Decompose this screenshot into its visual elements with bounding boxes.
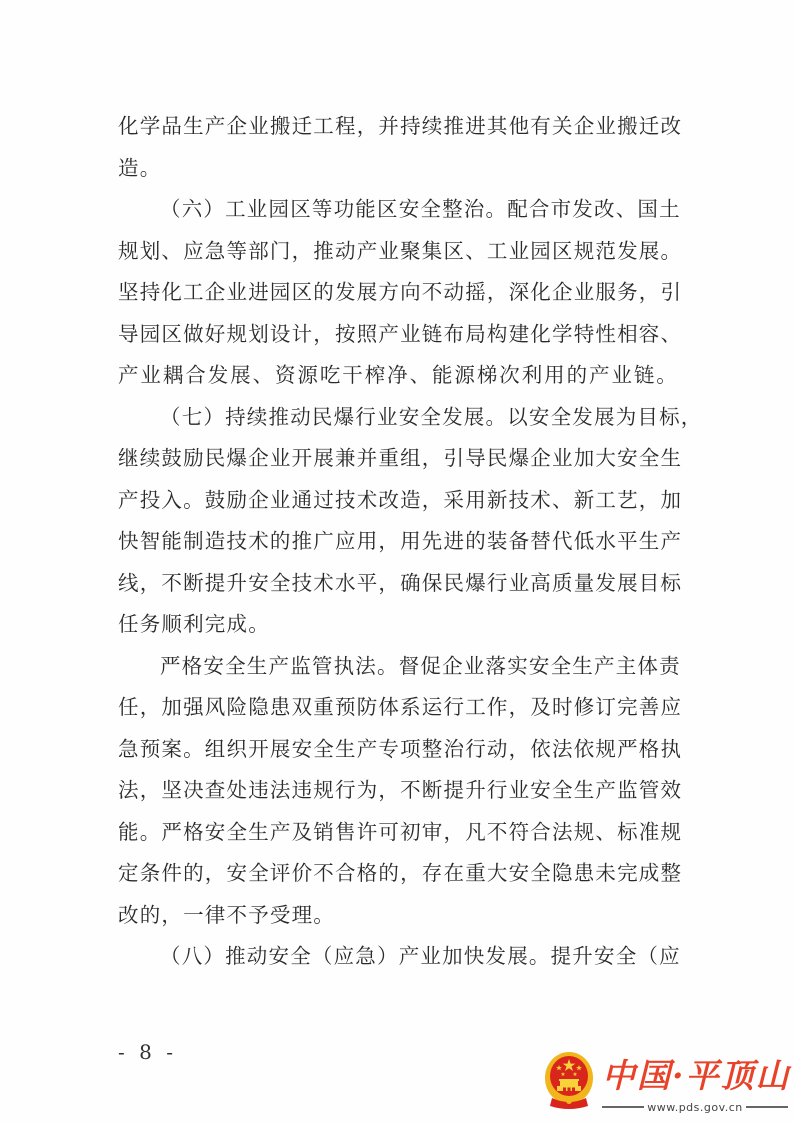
paragraph-line: 快智能制造技术的推广应用，用先进的装备替代低水平生产	[118, 529, 683, 553]
paragraph-line: 导园区做好规划设计，按照产业链布局构建化学特性相容、	[118, 321, 683, 346]
paragraph-line: 坚持化工企业进园区的发展方向不动摇，深化企业服务，引	[118, 280, 683, 304]
watermark-title: 中国·平顶山	[602, 1056, 791, 1095]
paragraph-line: 任，加强风险隐患双重预防体系运行工作，及时修订完善应	[118, 695, 683, 719]
watermark-url: www.pds.gov.cn	[647, 1100, 743, 1114]
paragraph-line: 造。	[118, 155, 162, 180]
divider	[602, 1106, 644, 1108]
paragraph-line: 法，坚决查处违法违规行为，不断提升行业安全生产监管效	[118, 778, 683, 802]
section-heading-line: （八）推动安全（应急）产业加快发展。提升安全（应	[160, 944, 681, 968]
paragraph-line: 继续鼓励民爆企业开展兼并重组，引导民爆企业加大安全生	[118, 446, 683, 470]
section-heading-line: （七）持续推动民爆行业安全发展。以安全发展为目标，	[160, 404, 703, 429]
paragraph-line: 规划、应急等部门，推动产业聚集区、工业园区规范发展。	[118, 238, 683, 263]
paragraph-line: 定条件的，安全评价不合格的，存在重大安全隐患未完成整	[118, 861, 683, 885]
paragraph-line: 任务顺利完成。	[118, 612, 270, 636]
document-body	[118, 106, 703, 978]
paragraph-line: 严格安全生产监管执法。督促企业落实安全生产主体责	[160, 653, 681, 678]
divider	[746, 1106, 788, 1108]
paragraph-line: 产投入。鼓励企业通过技术改造，采用新技术、新工艺，加	[118, 487, 683, 512]
paragraph-line: 能。严格安全生产及销售许可初审，凡不符合法规、标准规	[118, 819, 683, 844]
watermark-url-row	[602, 1100, 788, 1114]
paragraph-line: 线，不断提升安全技术水平，确保民爆行业高质量发展目标	[118, 570, 683, 595]
paragraph-line: 急预案。组织开展安全生产专项整治行动，依法依规严格执	[118, 736, 683, 761]
paragraph-line: 产业耦合发展、资源吃干榨净、能源梯次利用的产业链。	[118, 363, 678, 387]
page-number: - 8 -	[118, 1040, 177, 1064]
watermark-logo	[542, 1046, 792, 1120]
national-emblem-icon	[544, 1050, 594, 1110]
paragraph-line: 化学品生产企业搬迁工程，并持续推进其他有关企业搬迁改	[118, 114, 683, 138]
paragraph-line: 改的，一律不予受理。	[118, 902, 335, 927]
section-heading-line: （六）工业园区等功能区安全整治。配合市发改、国土	[160, 197, 681, 221]
